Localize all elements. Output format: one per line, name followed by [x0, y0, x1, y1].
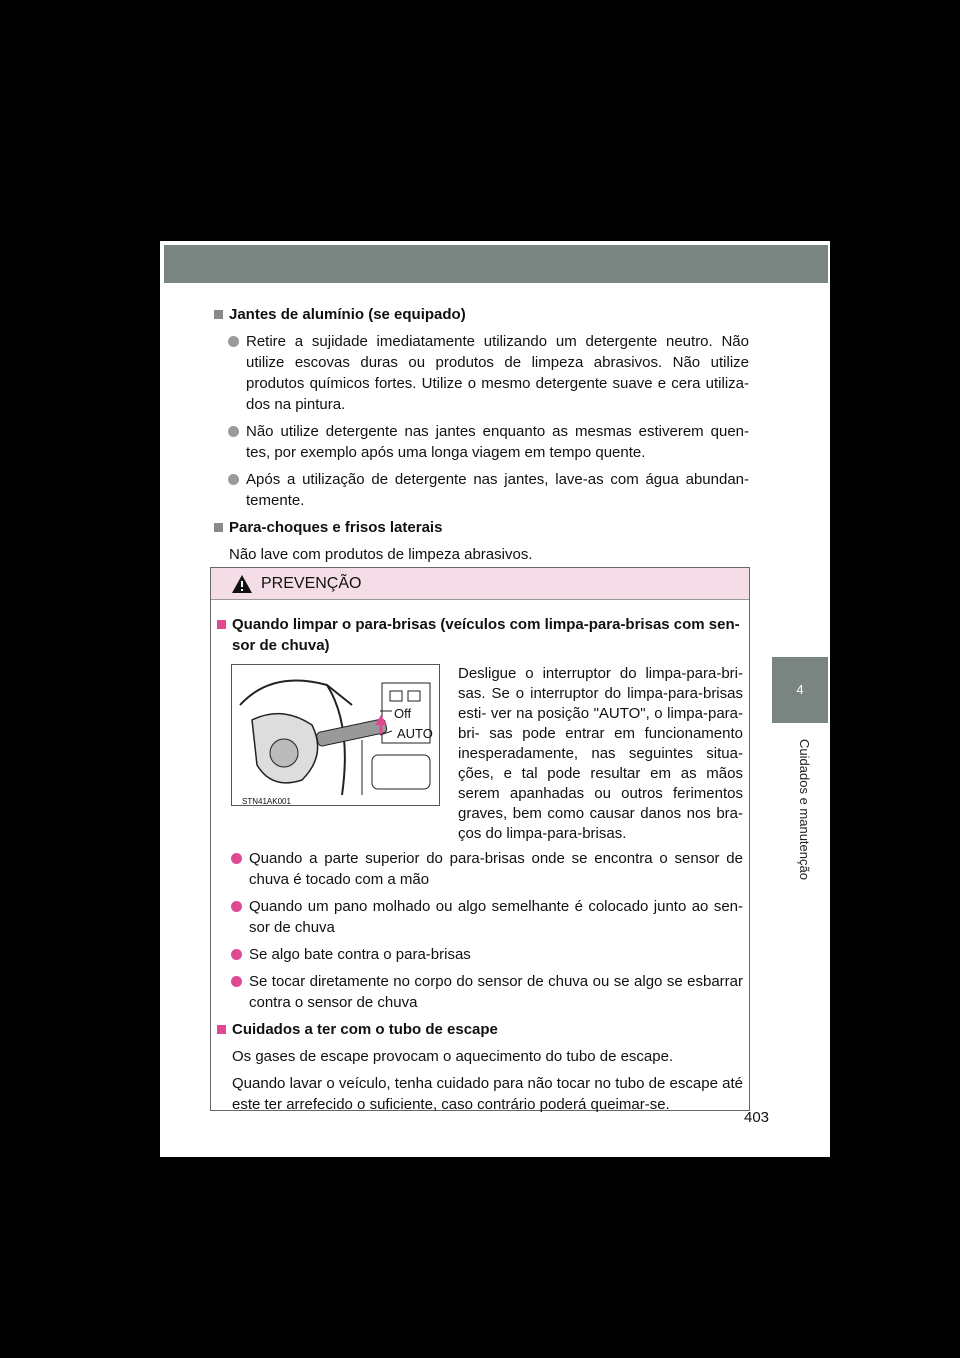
list-item-text: Se tocar diretamente no corpo do sensor de chuva ou se algo se esbarrar contra o sensor de chuva [249, 973, 743, 1011]
warning-heading [217, 1019, 743, 1040]
auto-label: AUTO [397, 726, 433, 741]
paragraph: Quando lavar o veículo, tenha cuidado para não tocar no tubo de escape até este ter arrefecido o suficiente, caso contrário poderá queimar-se. [232, 1075, 743, 1113]
warning-heading [217, 614, 743, 656]
list-item-text: Retire a sujidade imediatamente utilizando um detergente neutro. Não utilize escovas duras ou produtos de limpeza abrasivos. Não utilize produtos químicos fortes. Utilize o mesmo detergente suave e cera utiliza- dos na pintura. [246, 333, 749, 413]
section-heading [214, 517, 749, 538]
list-item [214, 421, 749, 463]
section-title: Para-choques e frisos laterais [229, 519, 443, 536]
list-item [217, 896, 743, 938]
round-bullet-icon [228, 336, 239, 347]
warning-header [211, 568, 749, 600]
list-item [214, 469, 749, 511]
warning-box [210, 567, 750, 1111]
figure-row [231, 664, 743, 844]
warning-body [211, 600, 749, 1115]
paragraph: Não lave com produtos de limpeza abrasivos. [229, 546, 533, 563]
chapter-label [792, 729, 816, 889]
round-bullet-icon [231, 853, 242, 864]
list-item-text: Não utilize detergente nas jantes enquanto as mesmas estiverem quen- tes, por exemplo após uma longa viagem em tempo quente. [246, 423, 749, 461]
chapter-tab: 4 [772, 657, 828, 723]
figure-description: Desligue o interruptor do limpa-para-bri- sas. Se o interruptor do limpa-para-brisas esti- ver na posição "AUTO", o limpa-para-bri- sas pode entrar em funcionamento inesperadamente, nas seguintes situa- ções, e tal pode resultar em as mãos serem apanhadas ou outros ferimentos graves, bem como causar danos nos bra- ços do limpa-para-brisas. [458, 665, 743, 842]
wiper-switch-figure [231, 664, 440, 806]
list-item [217, 944, 743, 965]
paragraph: Os gases de escape provocam o aquecimento do tubo de escape. [232, 1048, 674, 1065]
list-item [217, 848, 743, 890]
round-bullet-icon [231, 901, 242, 912]
list-item-text: Quando um pano molhado ou algo semelhante é colocado junto ao sen- sor de chuva [249, 898, 743, 936]
round-bullet-icon [231, 976, 242, 987]
list-item [217, 971, 743, 1013]
round-bullet-icon [231, 949, 242, 960]
warning-triangle-icon [231, 574, 253, 594]
list-item-text: Se algo bate contra o para-brisas [249, 946, 471, 963]
round-bullet-icon [228, 474, 239, 485]
square-bullet-icon [217, 1025, 226, 1034]
page-number: 403 [744, 1109, 770, 1126]
warning-title: PREVENÇÃO [261, 574, 362, 592]
section-title: Jantes de alumínio (se equipado) [229, 306, 466, 323]
list-item-text: Após a utilização de detergente nas jantes, lave-as com água abundan- temente. [246, 471, 749, 509]
square-bullet-icon [214, 310, 223, 319]
figure-code: STN41AK001 [242, 797, 291, 806]
warning-heading-text: Quando limpar o para-brisas (veículos com limpa-para-brisas com sen- sor de chuva) [232, 616, 740, 654]
warning-heading-text: Cuidados a ter com o tubo de escape [232, 1021, 498, 1038]
list-item-text: Quando a parte superior do para-brisas onde se encontra o sensor de chuva é tocado com a mão [249, 850, 743, 888]
off-label: Off [394, 706, 412, 721]
square-bullet-icon [214, 523, 223, 532]
square-bullet-icon [217, 620, 226, 629]
header-bar [164, 245, 828, 283]
list-item [214, 331, 749, 415]
manual-page [160, 241, 830, 1157]
main-content [214, 304, 749, 571]
round-bullet-icon [228, 426, 239, 437]
section-heading [214, 304, 749, 325]
chapter-label-text: Cuidados e manutenção [796, 738, 812, 880]
